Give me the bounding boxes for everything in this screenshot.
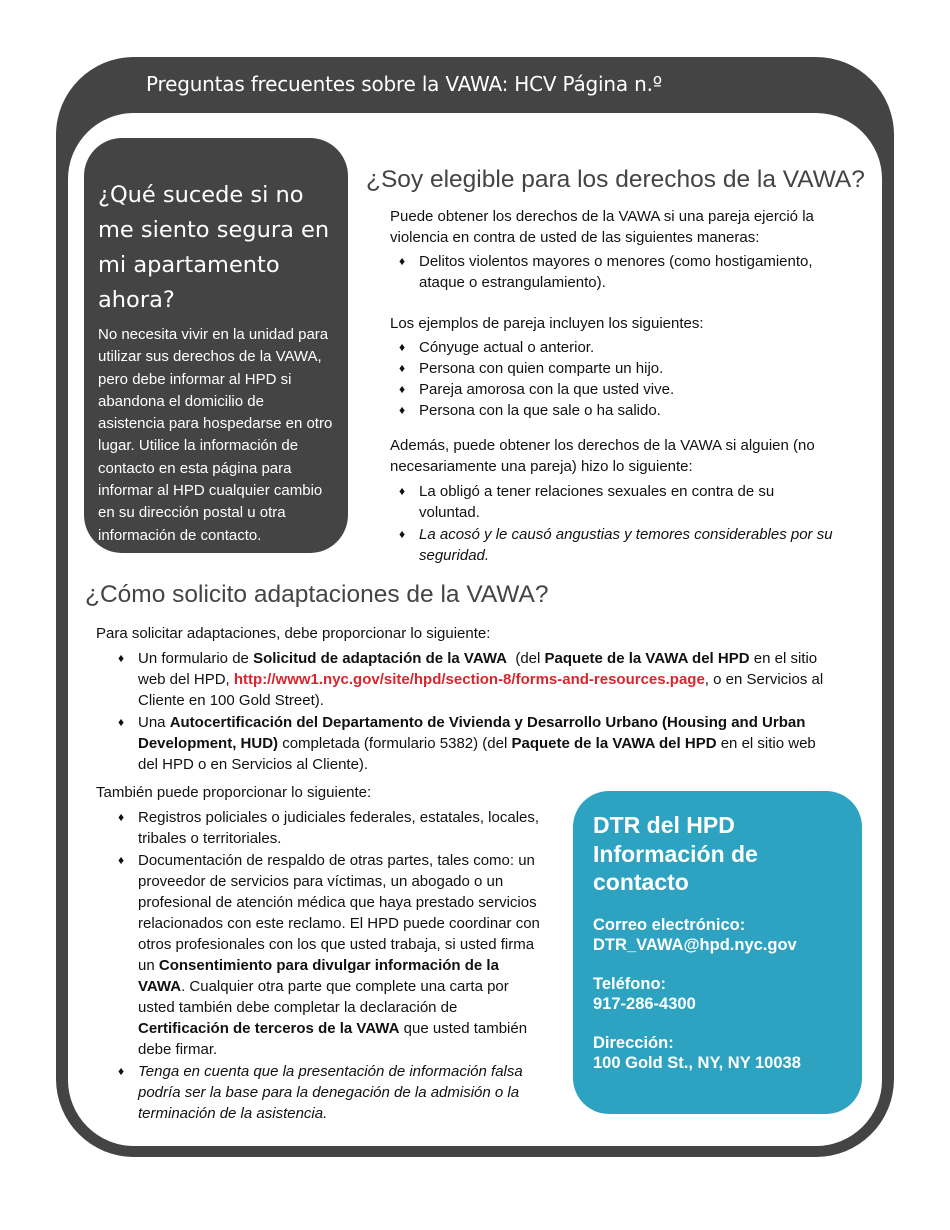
forms-resources-link[interactable]: http://www1.nyc.gov/site/hpd/section-8/forms-and-resources.page — [233, 671, 705, 688]
phone-label: Teléfono: — [593, 974, 667, 993]
diamond-bullet-icon: ♦ — [399, 484, 406, 498]
contact-card — [573, 791, 862, 1114]
contact-title: DTR del HPD Información de contacto — [593, 812, 758, 895]
request-intro: Para solicitar adaptaciones, debe proporcionar lo siguiente: — [96, 625, 491, 642]
email-value[interactable]: DTR_VAWA@hpd.nyc.gov — [593, 935, 797, 954]
diamond-bullet-icon: ♦ — [118, 853, 125, 867]
address-label: Dirección: — [593, 1033, 674, 1052]
diamond-bullet-icon: ♦ — [118, 810, 125, 824]
eligibility-intro: Puede obtener los derechos de la VAWA si una pareja ejerció la violencia en contra de usted de las siguientes maneras: — [390, 208, 814, 246]
address-value: 100 Gold St., NY, NY 10038 — [593, 1053, 801, 1072]
optional-intro: También puede proporcionar lo siguiente: — [96, 784, 372, 801]
optional-docs-list — [116, 807, 548, 1124]
diamond-bullet-icon: ♦ — [399, 382, 406, 396]
list-item: ♦ Persona con la que sale o ha salido. — [399, 402, 661, 419]
diamond-bullet-icon: ♦ — [399, 527, 406, 541]
eligibility-heading: ¿Soy elegible para los derechos de la VAWA? — [366, 166, 865, 193]
email-label: Correo electrónico: — [593, 915, 746, 934]
sidebar-callout — [84, 138, 348, 553]
diamond-bullet-icon: ♦ — [118, 651, 125, 665]
ways-list — [399, 251, 839, 293]
list-item: ♦ Persona con quien comparte un hijo. — [399, 360, 664, 377]
diamond-bullet-icon: ♦ — [399, 254, 406, 268]
list-item: ♦ Un formulario de Solicitud de adaptación de la VAWA (del Paquete de la VAWA del HPD en el sitio web del HPD, http://www1.nyc.gov/site/hpd/section-8/forms-and-resources.page, o en Servicios al Cliente en 100 Gold Street). — [118, 650, 824, 709]
list-item: ♦ Cónyuge actual o anterior. — [399, 339, 595, 356]
diamond-bullet-icon: ♦ — [399, 403, 406, 417]
phone-value[interactable]: 917-286-4300 — [593, 994, 696, 1013]
partner-list — [399, 337, 839, 421]
list-item: ♦ Tenga en cuenta que la presentación de información falsa podría ser la base para la denegación de la admisión o la terminación de la asistencia. — [118, 1063, 523, 1122]
page-header-title: Preguntas frecuentes sobre la VAWA: HCV Página n.º — [146, 72, 662, 96]
required-docs-list — [116, 648, 836, 775]
list-item: ♦ Una Autocertificación del Departamento de Vivienda y Desarrollo Urbano (Housing and Urban Development, HUD) completada (formulario 5382) (del Paquete de la VAWA del HPD en el sitio web del HPD o en Servicios al Cliente). — [118, 714, 816, 773]
also-intro: Además, puede obtener los derechos de la VAWA si alguien (no necesariamente una pareja) hizo lo siguiente: — [390, 437, 815, 475]
list-item: ♦ Documentación de respaldo de otras partes, tales como: un proveedor de servicios para víctimas, un abogado o un profesional de atención médica que haya prestado servicios relacionados con este reclamo. El HPD puede coordinar con otros profesionales con los que usted trabaja, si usted firma un Consentimiento para divulgar información de la VAWA. Cualquier otra parte que complete una carta por usted también debe completar la declaración de Certificación de terceros de la VAWA que usted también debe firmar. — [118, 852, 540, 1058]
also-list — [399, 481, 839, 566]
sidebar-heading: ¿Qué sucede si no me siento segura en mi apartamento ahora? — [98, 182, 330, 313]
diamond-bullet-icon: ♦ — [399, 361, 406, 375]
list-item: ♦ Pareja amorosa con la que usted vive. — [399, 381, 675, 398]
diamond-bullet-icon: ♦ — [118, 715, 125, 729]
list-item: ♦ La obligó a tener relaciones sexuales en contra de su voluntad. — [399, 483, 775, 521]
partner-intro: Los ejemplos de pareja incluyen los siguientes: — [390, 315, 704, 332]
diamond-bullet-icon: ♦ — [118, 1064, 125, 1078]
list-item: ♦ Registros policiales o judiciales federales, estatales, locales, tribales o territoriales. — [118, 809, 540, 847]
request-heading: ¿Cómo solicito adaptaciones de la VAWA? — [85, 581, 549, 608]
diamond-bullet-icon: ♦ — [399, 340, 406, 354]
sidebar-body: No necesita vivir en la unidad para utilizar sus derechos de la VAWA, pero debe informar al HPD si abandona el domicilio de asistencia para hospedarse en otro lugar. Utilice la información de contacto en esta página para informar al HPD cualquier cambio en su dirección postal u otra información de contacto. — [98, 326, 333, 544]
list-item: ♦ La acosó y le causó angustias y temores considerables por su seguridad. — [399, 526, 833, 564]
list-item: ♦ Delitos violentos mayores o menores (como hostigamiento, ataque o estrangulamiento). — [399, 253, 813, 291]
